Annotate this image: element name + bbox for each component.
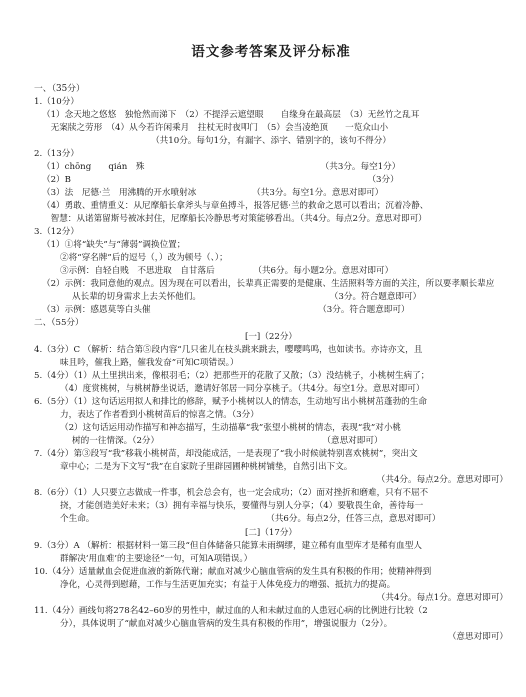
subsection-heading: [一]（22分） [244, 332, 298, 342]
answer-line: 章中心；二是为下文写“我”在自家院子里辟园圃种桃树铺垫，自然引出下文。 [60, 462, 353, 472]
answer-line: （1）①将“缺失”与“薄弱”调换位置； [42, 240, 186, 250]
answer-line: 从长辈的切身需求上去关怀他们。 （3分。符合题意即可） [72, 292, 422, 302]
answer-line: （意思对即可） [447, 632, 508, 642]
answer-line: 群解决‘用血难’的主要途径”一句，可知A项错误。） [60, 554, 253, 564]
answer-line: 10.（4分）适量献血会促进血液的新陈代谢；献血对减少心脑血管病的发生具有积极的作用；使精神得到 [34, 567, 432, 577]
answer-line: 分），具体说明了“献血对减少心脑血管病的发生具有积极的作用”，增强说服力（2分）。 [60, 619, 393, 629]
answer-line: （1）chōng qián 殊 （共3分。每空1分） [42, 162, 401, 172]
answer-line: 力，表达了作者看到小桃树苗后的惊喜之情。（3分） [60, 410, 259, 420]
answer-line: （共10分。每句1分，有漏字、添字、错别字的，该句不得分） [151, 136, 391, 146]
answer-line: ③示例：自轻自贱 不思进取 自甘落后 （共6分。每小题2分。意思对即可） [60, 266, 394, 276]
answer-line: 味且吟，催我上路，催我发奋”可知C项错误。） [60, 358, 239, 368]
answer-line: 挠，才能创造美好未来；（3）拥有幸福与快乐，要懂得与别人分享；（4）要敬畏生命，善待每一 [60, 501, 424, 511]
answer-line: 3.（12分） [34, 227, 79, 237]
answer-line: （2）示例：我同意他的观点。因为现在可以看出，长辈真正需要的是健康、生活照料等方面的关注，所以要孝顺长辈应 [42, 279, 495, 289]
answer-line: （4）度赏桃树，与桃树静坐说话，邀请好邻居一同分享桃子。（共4分。每空1分。意思对即可） [60, 384, 425, 394]
answer-line: 个生命。 （共6分。每点2分，任答三点，意思对即可） [60, 514, 441, 524]
answer-line: 6.（5分）（1）这句话运用拟人和排比的修辞，赋予小桃树以人的情态，生动地写出小桃树茁蓬勃的生命 [34, 397, 427, 407]
subsection-heading: [二]（17分） [244, 528, 298, 538]
answer-line: 净化，心灵得到慰藉，工作与生活更加充实；有益于人体免疫力的增强、抵抗力的提高。 [60, 580, 396, 590]
answer-content [34, 82, 508, 644]
answer-line: （2）这句话运用动作描写和神态描写，生动描摹“我”张望小桃树的情态，表现“我”对小桃 [60, 423, 402, 433]
answer-line: （1）念天地之悠悠 独怆然而涕下 （2）不提浮云遮望眼 自缘身在最高层 （3）无丝竹之乱耳 [42, 110, 420, 120]
answer-line: 二、（55分） [34, 318, 84, 328]
answer-line: 5.（4分）（1）从土里拱出来，像根羽毛；（2）把那些开的花散了又散；（3）没结桃子，小桃树生病了； [34, 371, 430, 381]
answer-line: 7.（4分）第③段写“我”移栽小桃树苗，却没能成活，一是表现了“我小时候就特别喜欢桃树”，突出文 [34, 449, 418, 459]
answer-line: 1.（10分） [34, 97, 79, 107]
answer-line: 4.（3分）C （解析：结合第⑤段内容“几只雀儿在枝头跳来跳去，嘤嘤鸣鸣，也如读书。亦诗亦文，且 [34, 345, 423, 355]
answer-line: 树的一往情深。（2分） （意思对即可） [72, 436, 383, 446]
answer-line: （4）勇敢、重情重义：从尼摩船长拿斧头与章鱼搏斗，报答尼德·兰的救命之恩可以看出；沉着冷静、 [42, 201, 429, 211]
answer-line: （共4分。每点2分。意思对即可） [376, 475, 508, 485]
answer-line: （2）B （3分） [42, 175, 399, 185]
answer-line: 11.（4分）画线句将278名42–60岁的男性中，献过血的人和未献过血的人患冠心病的比例进行比较（2 [34, 606, 428, 616]
answer-line: ②将“穿名牌”后的逗号（，）改为顿号（、）； [60, 253, 228, 263]
page-title: 语文参考答案及评分标准 [191, 44, 351, 60]
section-heading: 一、（35分） [34, 84, 85, 94]
answer-line: 8.（6分）（1）人只要立志做成一件事，机会总会有，也一定会成功；（2）面对挫折和磨难，只有不屈不 [34, 488, 429, 498]
answer-line: （3）法 尼德·兰 用沸腾的开水喷射冰 （共3分。每空1分。意思对即可） [42, 188, 384, 198]
answer-line: 9.（3分）A （解析：根据材料一第三段“但自体储备只能算未雨绸缪，建立稀有血型库才是稀有血型人 [34, 541, 422, 551]
answer-line: 智慧：从诺第留斯号被冰封住，尼摩船长冷静思考对策能够看出。（共4分。每点2分。意思对即可） [42, 214, 427, 224]
answer-line: 无案牍之劳形 （4）从今若许闲乘月 拄杖无时夜叩门 （5）会当凌绝顶 一览众山小 [42, 123, 389, 133]
answer-line: （共4分。每点1分。意思对即可） [376, 593, 508, 603]
answer-line: 2.（13分） [34, 149, 79, 159]
answer-line: （3）示例：感恩莫等白头催 （3分。符合题意即可） [42, 305, 410, 315]
